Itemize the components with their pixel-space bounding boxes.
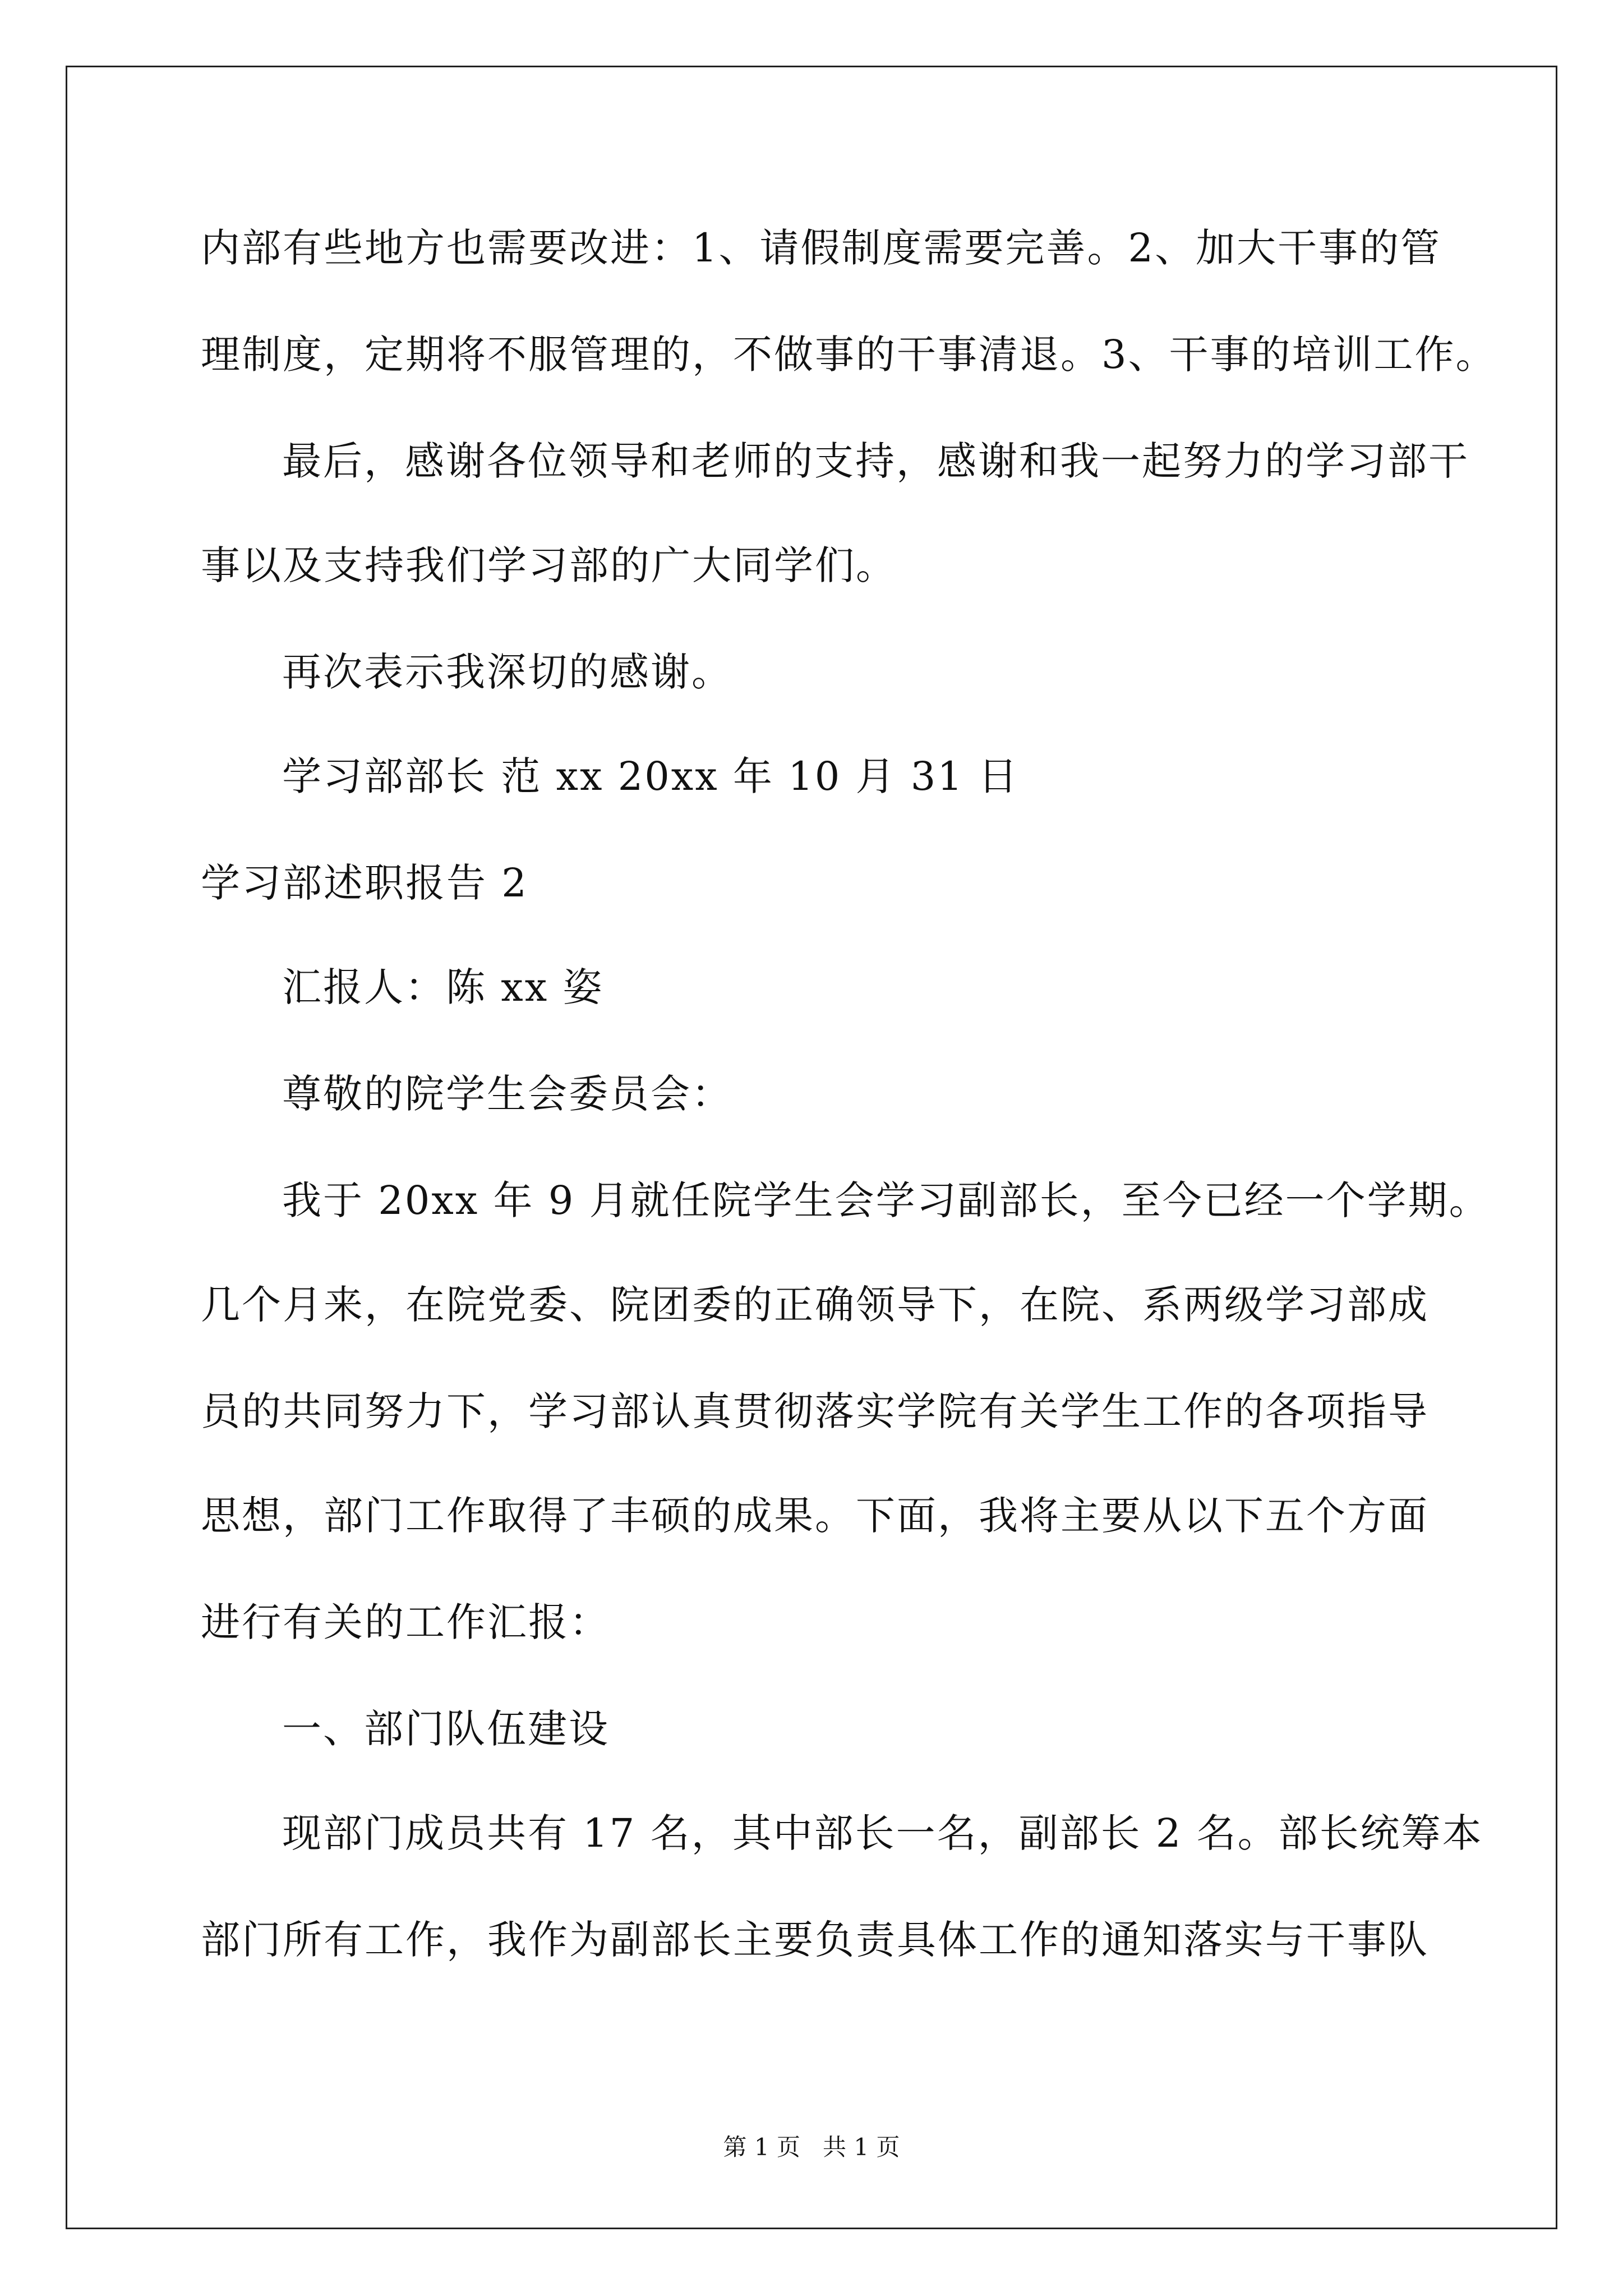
- subheading-line: 一、部门队伍建设: [282, 1706, 610, 1752]
- body-line-17: 部门所有工作，我作为副部长主要负责具体工作的通知落实与干事队: [201, 1917, 1429, 1963]
- body-line-10: 我于 20xx 年 9 月就任院学生会学习副部长，至今已经一个学期。: [282, 1177, 1490, 1223]
- salutation-line: 尊敬的院学生会委员会：: [282, 1071, 732, 1117]
- body-line-16: 现部门成员共有 17 名，其中部长一名，副部长 2 名。部长统筹本: [282, 1810, 1483, 1856]
- reporter-line: 汇报人：陈 xx 姿: [282, 964, 604, 1010]
- body-line-2: 理制度，定期将不服管理的，不做事的干事清退。3、干事的培训工作。: [201, 332, 1497, 378]
- signature-line: 学习部部长 范 xx 20xx 年 10 月 31 日: [282, 753, 1020, 799]
- body-line-14: 进行有关的工作汇报：: [201, 1599, 610, 1645]
- body-line-12: 员的共同努力下，学习部认真贯彻落实学院有关学生工作的各项指导: [201, 1388, 1429, 1434]
- body-line-11: 几个月来，在院党委、院团委的正确领导下，在院、系两级学习部成: [201, 1282, 1429, 1328]
- page-border: [66, 66, 1557, 2229]
- section-title: 学习部述职报告 2: [201, 860, 528, 906]
- body-line-3: 最后，感谢各位领导和老师的支持，感谢和我一起努力的学习部干: [282, 438, 1469, 484]
- body-line-5: 再次表示我深切的感谢。: [282, 649, 732, 695]
- page-footer: 第 1 页 共 1 页: [723, 2133, 900, 2161]
- body-line-13: 思想，部门工作取得了丰硕的成果。下面，我将主要从以下五个方面: [201, 1493, 1429, 1539]
- body-line-4: 事以及支持我们学习部的广大同学们。: [201, 542, 897, 588]
- body-line-1: 内部有些地方也需要改进：1、请假制度需要完善。2、加大干事的管: [201, 225, 1442, 271]
